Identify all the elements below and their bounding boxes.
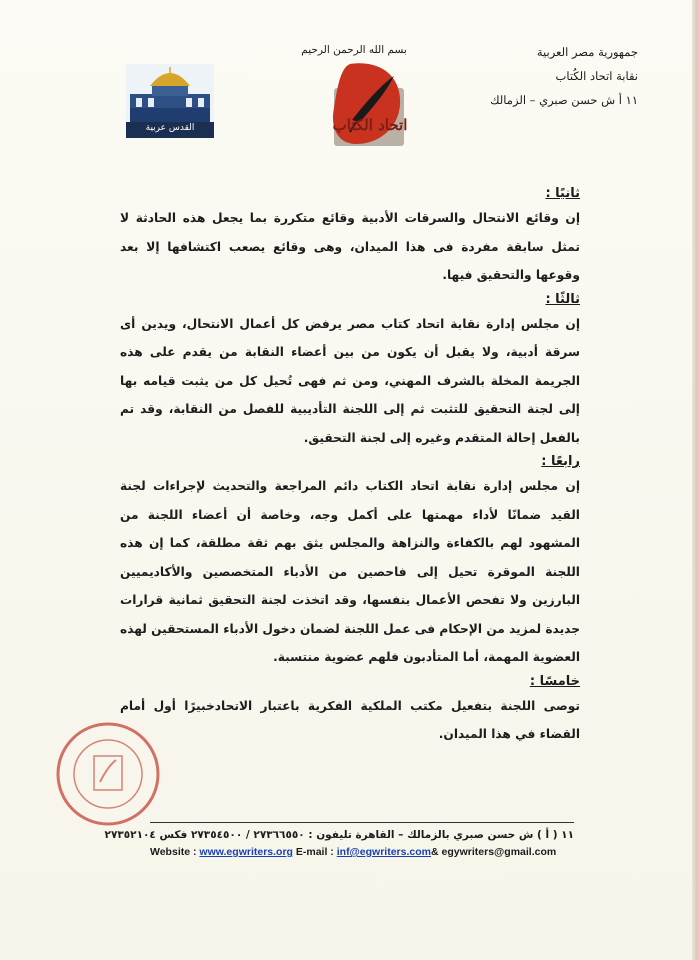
dome-caption: القدس عربية (145, 123, 195, 133)
org-line-country: جمهورية مصر العربية (536, 45, 638, 59)
letter-footer (104, 822, 574, 861)
email-link[interactable]: inf@egwriters.com (336, 846, 431, 858)
website-label: Website : (150, 846, 197, 858)
footer-address: ١١ ( أ ) ش حسن صبري بالزمالك – القاهرة تليفون : ٢٧٣٦٦٥٥٠ / ٢٧٣٥٤٥٠٠ فكس ٢٧٣٥٢١٠٤ (104, 829, 574, 841)
section-text-third: إن مجلس إدارة نقابة اتحاد كتاب مصر يرفض كل أعمال الانتحال، ويدين أى سرقة أدبية، ولا يقبل أن يكون من بين أعضاء النقابة من يقدم على هذه الجريمة المخلة بالشرف المهني، ومن ثم فهى تُحيل كل من يثبت قيامه بها إلى لجنة التحقيق للتثبت ثم إلى اللجنة التأديبية للفصل من النقابة، وقد تم بالفعل إحالة المتقدم وغيره إلى لجنة التحقيق. (120, 316, 580, 445)
section-heading-fifth: خامسًا : (529, 673, 580, 689)
org-line-address: ١١ أ ش حسن صبري – الزمالك (490, 93, 638, 107)
writers-union-logo (320, 58, 420, 154)
section-heading-fourth: رابعًا : (541, 454, 580, 469)
official-stamp (54, 720, 162, 828)
section-text-second: إن وقائع الانتحال والسرقات الأدبية وقائع متكررة بما يجعل هذه الحادثة لا تمثل سابقة مفردة فى هذا الميدان، وهى وقائع يصعب اكتشافها إلا بعد وقوعها والتحقيق فيها. (120, 211, 580, 282)
logo-text: اتحاد الكتاب (332, 116, 408, 134)
email-link-secondary[interactable]: egywriters@gmail.com (441, 846, 557, 858)
letter-body (120, 184, 580, 749)
organization-header (438, 40, 638, 112)
email-separator: & (431, 846, 439, 858)
section-text-fourth: إن مجلس إدارة نقابة اتحاد الكتاب دائم المراجعة والتحديث لإجراءات لجنة القيد ضمانًا لأداء مهمتها على أكمل وجه، وخاصة أن أعضاء اللجنة من المشهود لهم بالكفاءة والنزاهة والمجلس يثق بهم ثقة مطلقة، كما إن هذه اللجنة الموقرة تحيل إلى فاحصين من الأدباء المتخصصين والأكاديميين البارزين ولا تفحص الأعمال بنفسها، وقد اتخذت لجنة التحقيق ثمانية قرارات جديدة لمزيد من الإحكام فى عمل اللجنة لضمان دخول الأدباء المستحقين لهذه العضوية المهمة، أما المتأدبون فلهم عضوية منتسبة. (120, 479, 580, 664)
org-line-union: نقابة اتحاد الكُتاب (555, 69, 638, 83)
footer-divider (150, 822, 574, 823)
section-heading-third: ثالثًا : (545, 291, 580, 307)
section-text-fifth: توصى اللجنة بتفعيل مكتب الملكية الفكرية باعتبار الاتحادخبيرًا أول أمام القضاء في هذا الميدان. (120, 698, 580, 741)
email-label: E-mail : (295, 846, 334, 858)
section-heading-second: ثانيًا : (545, 186, 580, 201)
page-edge (692, 0, 698, 960)
website-link[interactable]: www.egwriters.org (199, 846, 293, 858)
basmala: بسم الله الرحمن الرحيم (301, 44, 407, 56)
footer-contacts (150, 843, 574, 861)
